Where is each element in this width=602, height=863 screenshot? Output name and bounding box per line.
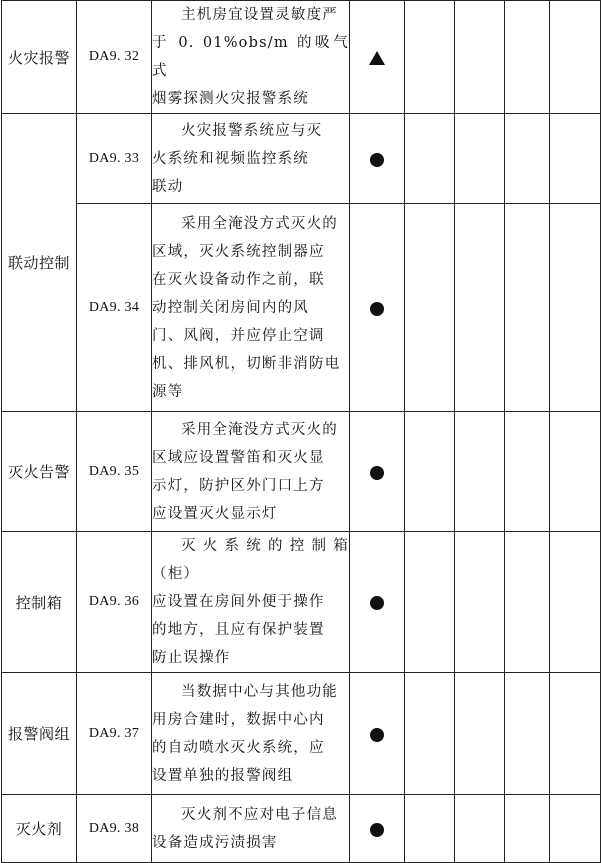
marker-cell: [350, 412, 405, 532]
code-cell: DA9. 36: [77, 532, 152, 673]
table-row: [2, 795, 601, 863]
marker-cell: [350, 204, 405, 412]
triangle-marker-icon: [369, 51, 385, 65]
blank-cell: [505, 673, 550, 795]
filled-circle-marker-icon: [370, 153, 384, 167]
marker-cell: [350, 795, 405, 863]
code-cell: DA9. 34: [77, 204, 152, 412]
code-cell: DA9. 37: [77, 673, 152, 795]
blank-cell: [505, 532, 550, 673]
blank-cell: [455, 673, 505, 795]
blank-cell: [405, 532, 455, 673]
blank-cell: [505, 412, 550, 532]
category-cell: 控制箱: [2, 532, 77, 673]
marker-cell: [350, 673, 405, 795]
blank-cell: [505, 795, 550, 863]
description-text: 火灾报警系统应与灭 火系统和视频监控系统 联动: [152, 122, 323, 195]
blank-cell: [505, 204, 550, 412]
description-cell: [152, 204, 350, 412]
filled-circle-marker-icon: [370, 596, 384, 610]
category-cell: 灭火告警: [2, 412, 77, 532]
marker-cell: [350, 532, 405, 673]
code-cell: DA9. 32: [77, 1, 152, 114]
table-row: [2, 1, 601, 114]
marker-cell: [350, 1, 405, 114]
table-row: [2, 204, 601, 412]
description-cell: [152, 795, 350, 863]
filled-circle-marker-icon: [370, 466, 384, 480]
table-row: [2, 532, 601, 673]
blank-cell: [405, 795, 455, 863]
blank-cell: [455, 204, 505, 412]
blank-cell: [405, 204, 455, 412]
table-row: [2, 412, 601, 532]
blank-cell: [455, 114, 505, 204]
blank-cell: [550, 412, 601, 532]
blank-cell: [550, 1, 601, 114]
blank-cell: [405, 412, 455, 532]
code-cell: DA9. 38: [77, 795, 152, 863]
blank-cell: [550, 795, 601, 863]
blank-cell: [405, 1, 455, 114]
table-row: [2, 114, 601, 204]
category-cell: 火灾报警: [2, 1, 77, 114]
description-text: 主机房宜设置灵敏度严 于 0. 01%obs/m 的吸气式 烟雾探测火灾报警系统: [152, 7, 349, 107]
description-cell: [152, 114, 350, 204]
description-cell: [152, 1, 350, 114]
code-cell: DA9. 35: [77, 412, 152, 532]
marker-cell: [350, 114, 405, 204]
blank-cell: [455, 795, 505, 863]
blank-cell: [405, 673, 455, 795]
category-cell: 联动控制: [2, 114, 77, 412]
description-text: 采用全淹没方式灭火的 区域应设置警笛和灭火显 示灯，防护区外门口上方 应设置灭火显示灯: [152, 421, 338, 522]
blank-cell: [550, 204, 601, 412]
blank-cell: [405, 114, 455, 204]
category-cell: 报警阀组: [2, 673, 77, 795]
blank-cell: [455, 412, 505, 532]
table-row: [2, 673, 601, 795]
blank-cell: [505, 114, 550, 204]
description-text: 灭火剂不应对电子信息 设备造成污渍损害: [152, 806, 338, 851]
blank-cell: [455, 532, 505, 673]
blank-cell: [550, 673, 601, 795]
blank-cell: [550, 114, 601, 204]
blank-cell: [505, 1, 550, 114]
description-cell: [152, 532, 350, 673]
description-text: 当数据中心与其他功能 用房合建时，数据中心内 的自动喷水灭火系统，应 设置单独的报警阀组: [152, 683, 338, 784]
description-text: 灭火系统的控制箱（柜） 应设置在房间外便于操作 的地方，且应有保护装置 防止误操作: [152, 538, 349, 666]
category-cell: 灭火剂: [2, 795, 77, 863]
filled-circle-marker-icon: [370, 823, 384, 837]
blank-cell: [455, 1, 505, 114]
filled-circle-marker-icon: [370, 728, 384, 742]
blank-cell: [550, 532, 601, 673]
description-cell: [152, 673, 350, 795]
requirements-table: [1, 0, 601, 863]
filled-circle-marker-icon: [370, 302, 384, 316]
code-cell: DA9. 33: [77, 114, 152, 204]
description-text: 采用全淹没方式灭火的 区域，灭火系统控制器应 在灭火设备动作之前，联 动控制关闭房间内的风 门、风阀，并应停止空调 机、排风机，切断非消防电 源等: [152, 215, 341, 400]
description-cell: [152, 412, 350, 532]
